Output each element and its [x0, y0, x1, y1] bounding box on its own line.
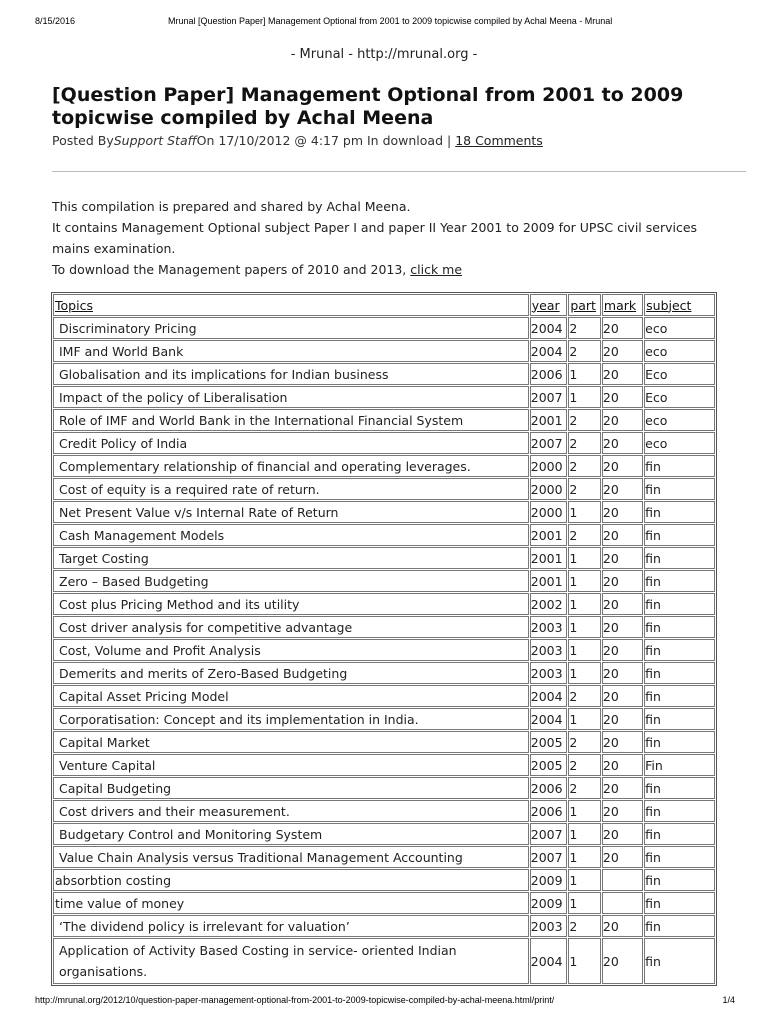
post-title: [Question Paper] Management Optional from 2001 to 2009 topicwise compiled by Achal Meena: [52, 84, 684, 129]
topic-cell: Demerits and merits of Zero-Based Budgeting: [53, 662, 529, 684]
mark-cell: 20: [602, 915, 643, 937]
part-cell: 1: [568, 616, 601, 638]
table-row: [53, 938, 715, 984]
table-row: [53, 800, 715, 822]
year-cell: 2004: [530, 340, 568, 362]
subject-cell: fin: [644, 478, 715, 500]
post-date-category: On 17/10/2012 @ 4:17 pm In download |: [196, 133, 456, 148]
topics-table: [51, 292, 717, 986]
part-cell: 2: [568, 915, 601, 937]
divider: [52, 171, 746, 172]
topic-cell: Cost plus Pricing Method and its utility: [53, 593, 529, 615]
table-row: [53, 892, 715, 914]
table-row: [53, 639, 715, 661]
table-row: [53, 777, 715, 799]
subject-cell: fin: [644, 662, 715, 684]
print-url: http://mrunal.org/2012/10/question-paper-management-optional-from-2001-to-2009-topicwise-compiled-by-achal-meena.html/print/: [35, 995, 555, 1005]
mark-cell: 20: [602, 708, 643, 730]
subject-cell: eco: [644, 317, 715, 339]
print-header: [0, 0, 768, 26]
table-row: [53, 501, 715, 523]
mark-cell: 20: [602, 823, 643, 845]
part-cell: 1: [568, 501, 601, 523]
mark-cell: 20: [602, 800, 643, 822]
table-row: [53, 455, 715, 477]
year-cell: 2003: [530, 915, 568, 937]
intro-line-3-text: To download the Management papers of 2010 and 2013,: [52, 262, 411, 277]
print-footer: [0, 992, 768, 1012]
part-cell: 1: [568, 639, 601, 661]
mark-cell: 20: [602, 731, 643, 753]
mark-cell: 20: [602, 777, 643, 799]
table-row: [53, 478, 715, 500]
print-page-title: Mrunal [Question Paper] Management Optional from 2001 to 2009 topicwise compiled by Achal Meena - Mrunal: [168, 16, 613, 26]
part-cell: 1: [568, 800, 601, 822]
mark-cell: [602, 892, 643, 914]
part-cell: 1: [568, 570, 601, 592]
intro-line-1: This compilation is prepared and shared by Achal Meena.: [52, 199, 411, 214]
year-cell: 2006: [530, 777, 568, 799]
topic-cell: Corporatisation: Concept and its implementation in India.: [53, 708, 529, 730]
subject-cell: fin: [644, 915, 715, 937]
subject-cell: fin: [644, 455, 715, 477]
mark-cell: 20: [602, 938, 643, 984]
year-cell: 2000: [530, 455, 568, 477]
part-cell: 1: [568, 823, 601, 845]
part-cell: 2: [568, 409, 601, 431]
part-cell: 2: [568, 731, 601, 753]
intro-line-3: [52, 259, 732, 280]
intro-text: [52, 196, 732, 280]
mark-cell: 20: [602, 409, 643, 431]
table-row: [53, 915, 715, 937]
mark-cell: 20: [602, 501, 643, 523]
year-cell: 2006: [530, 363, 568, 385]
subject-cell: fin: [644, 938, 715, 984]
print-date: 8/15/2016: [35, 16, 76, 26]
part-cell: 1: [568, 363, 601, 385]
subject-cell: fin: [644, 685, 715, 707]
topic-cell: Credit Policy of India: [53, 432, 529, 454]
year-cell: 2009: [530, 892, 568, 914]
topic-cell: time value of money: [53, 892, 529, 914]
subject-cell: fin: [644, 593, 715, 615]
header-mark: mark: [602, 294, 643, 316]
year-cell: 2002: [530, 593, 568, 615]
part-cell: 1: [568, 386, 601, 408]
part-cell: 1: [568, 892, 601, 914]
table-row: [53, 662, 715, 684]
year-cell: 2005: [530, 731, 568, 753]
mark-cell: 20: [602, 317, 643, 339]
subject-cell: fin: [644, 800, 715, 822]
part-cell: 2: [568, 754, 601, 776]
mark-cell: 20: [602, 754, 643, 776]
part-cell: 2: [568, 685, 601, 707]
table-row: [53, 340, 715, 362]
topic-cell: Cash Management Models: [53, 524, 529, 546]
mark-cell: 20: [602, 593, 643, 615]
post-meta: [52, 133, 543, 148]
year-cell: 2005: [530, 754, 568, 776]
year-cell: 2007: [530, 846, 568, 868]
year-cell: 2004: [530, 685, 568, 707]
subject-cell: fin: [644, 547, 715, 569]
part-cell: 1: [568, 846, 601, 868]
table-row: [53, 823, 715, 845]
table-row: [53, 846, 715, 868]
topic-cell: Venture Capital: [53, 754, 529, 776]
comments-link[interactable]: 18 Comments: [455, 133, 543, 148]
year-cell: 2001: [530, 524, 568, 546]
subject-cell: fin: [644, 731, 715, 753]
topic-cell: ‘The dividend policy is irrelevant for valuation’: [53, 915, 529, 937]
year-cell: 2007: [530, 432, 568, 454]
mark-cell: [602, 869, 643, 891]
topic-cell: Cost, Volume and Profit Analysis: [53, 639, 529, 661]
topic-cell: Zero – Based Budgeting: [53, 570, 529, 592]
topic-cell: IMF and World Bank: [53, 340, 529, 362]
header-year: year: [530, 294, 568, 316]
year-cell: 2003: [530, 616, 568, 638]
subject-cell: fin: [644, 639, 715, 661]
table-row: [53, 593, 715, 615]
table-row: [53, 685, 715, 707]
year-cell: 2007: [530, 823, 568, 845]
part-cell: 2: [568, 455, 601, 477]
topic-cell: Capital Budgeting: [53, 777, 529, 799]
subject-cell: fin: [644, 708, 715, 730]
year-cell: 2004: [530, 938, 568, 984]
mark-cell: 20: [602, 455, 643, 477]
mark-cell: 20: [602, 386, 643, 408]
click-me-link[interactable]: click me: [410, 262, 463, 277]
subject-cell: fin: [644, 777, 715, 799]
part-cell: 2: [568, 340, 601, 362]
part-cell: 2: [568, 432, 601, 454]
subject-cell: fin: [644, 570, 715, 592]
part-cell: 2: [568, 317, 601, 339]
year-cell: 2004: [530, 708, 568, 730]
subject-cell: eco: [644, 340, 715, 362]
header-topics: Topics: [53, 294, 529, 316]
subject-cell: eco: [644, 432, 715, 454]
subject-cell: Fin: [644, 754, 715, 776]
intro-line-2: It contains Management Optional subject Paper I and paper II Year 2001 to 2009 for UPSC civil services mains examination.: [52, 220, 698, 256]
part-cell: 2: [568, 478, 601, 500]
subject-cell: fin: [644, 616, 715, 638]
part-cell: 1: [568, 708, 601, 730]
table-header-row: [53, 294, 715, 316]
part-cell: 2: [568, 524, 601, 546]
table-row: [53, 570, 715, 592]
table-row: [53, 547, 715, 569]
table-body: [53, 317, 715, 984]
year-cell: 2001: [530, 570, 568, 592]
year-cell: 2003: [530, 639, 568, 661]
year-cell: 2003: [530, 662, 568, 684]
header-part: part: [568, 294, 601, 316]
table-row: [53, 731, 715, 753]
mark-cell: 20: [602, 478, 643, 500]
subject-cell: fin: [644, 501, 715, 523]
topic-cell: Capital Asset Pricing Model: [53, 685, 529, 707]
mark-cell: 20: [602, 363, 643, 385]
year-cell: 2000: [530, 501, 568, 523]
table-row: [53, 409, 715, 431]
mark-cell: 20: [602, 340, 643, 362]
topic-cell: Application of Activity Based Costing in service- oriented Indian organisations.: [53, 938, 529, 984]
topic-cell: absorbtion costing: [53, 869, 529, 891]
topic-cell: Impact of the policy of Liberalisation: [53, 386, 529, 408]
topic-cell: Cost of equity is a required rate of return.: [53, 478, 529, 500]
topic-cell: Budgetary Control and Monitoring System: [53, 823, 529, 845]
part-cell: 1: [568, 938, 601, 984]
mark-cell: 20: [602, 639, 643, 661]
year-cell: 2006: [530, 800, 568, 822]
mark-cell: 20: [602, 846, 643, 868]
topic-cell: Value Chain Analysis versus Traditional Management Accounting: [53, 846, 529, 868]
year-cell: 2001: [530, 409, 568, 431]
mark-cell: 20: [602, 662, 643, 684]
year-cell: 2001: [530, 547, 568, 569]
table-row: [53, 386, 715, 408]
mark-cell: 20: [602, 570, 643, 592]
part-cell: 1: [568, 662, 601, 684]
table-row: [53, 708, 715, 730]
part-cell: 1: [568, 547, 601, 569]
topic-cell: Role of IMF and World Bank in the International Financial System: [53, 409, 529, 431]
mark-cell: 20: [602, 524, 643, 546]
mark-cell: 20: [602, 547, 643, 569]
topic-cell: Cost driver analysis for competitive advantage: [53, 616, 529, 638]
subject-cell: Eco: [644, 363, 715, 385]
table-row: [53, 317, 715, 339]
year-cell: 2009: [530, 869, 568, 891]
subject-cell: fin: [644, 869, 715, 891]
subject-cell: Eco: [644, 386, 715, 408]
topic-cell: Globalisation and its implications for Indian business: [53, 363, 529, 385]
table-row: [53, 616, 715, 638]
header-subject: subject: [644, 294, 715, 316]
mark-cell: 20: [602, 616, 643, 638]
topic-cell: Complementary relationship of financial and operating leverages.: [53, 455, 529, 477]
mark-cell: 20: [602, 685, 643, 707]
year-cell: 2004: [530, 317, 568, 339]
topic-cell: Cost drivers and their measurement.: [53, 800, 529, 822]
mark-cell: 20: [602, 432, 643, 454]
topic-cell: Net Present Value v/s Internal Rate of Return: [53, 501, 529, 523]
site-line: - Mrunal - http://mrunal.org -: [290, 47, 478, 62]
part-cell: 2: [568, 777, 601, 799]
posted-by-label: Posted By: [52, 133, 114, 148]
topic-cell: Target Costing: [53, 547, 529, 569]
subject-cell: fin: [644, 524, 715, 546]
page-number: 1/4: [722, 995, 735, 1005]
subject-cell: fin: [644, 823, 715, 845]
subject-cell: fin: [644, 846, 715, 868]
year-cell: 2000: [530, 478, 568, 500]
post-author: Support Staff: [113, 133, 197, 148]
table-row: [53, 869, 715, 891]
subject-cell: fin: [644, 892, 715, 914]
part-cell: 1: [568, 593, 601, 615]
table-row: [53, 432, 715, 454]
table-row: [53, 363, 715, 385]
subject-cell: eco: [644, 409, 715, 431]
topic-cell: Capital Market: [53, 731, 529, 753]
part-cell: 1: [568, 869, 601, 891]
topic-cell: Discriminatory Pricing: [53, 317, 529, 339]
table-row: [53, 524, 715, 546]
year-cell: 2007: [530, 386, 568, 408]
table-row: [53, 754, 715, 776]
